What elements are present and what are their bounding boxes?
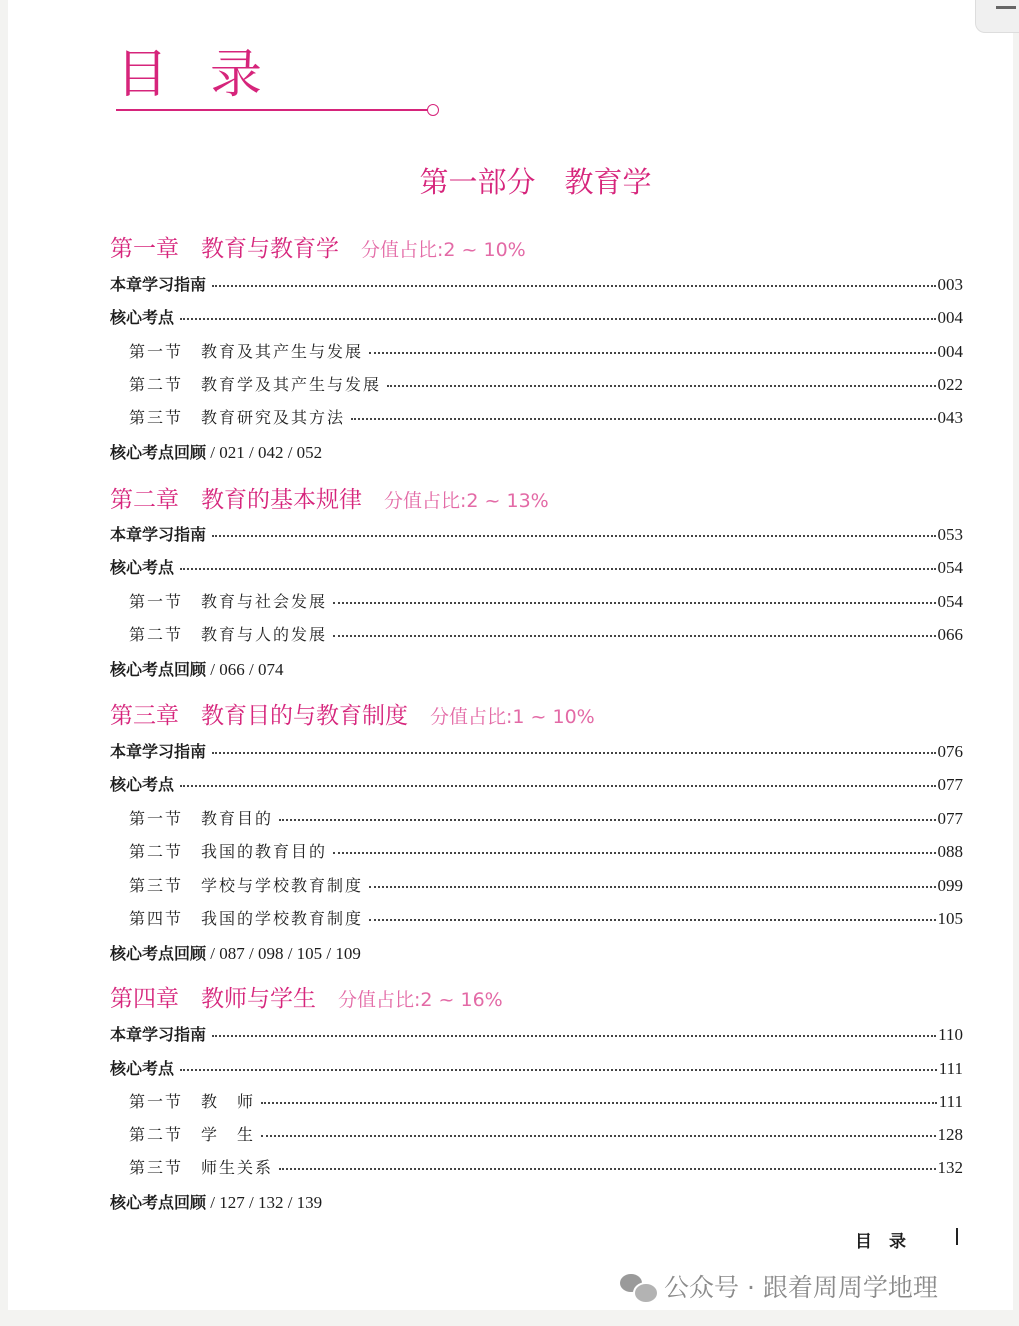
entry-page: 004 — [937, 308, 963, 327]
leader-dots — [369, 352, 935, 354]
page-corner-tab[interactable] — [975, 0, 1019, 33]
wechat-watermark — [620, 1268, 938, 1304]
menu-icon — [996, 6, 1016, 9]
entry-page: 054 — [937, 558, 963, 577]
toc-entry[interactable] — [110, 305, 963, 329]
review-label: 核心考点回顾 — [110, 944, 207, 963]
toc-section-entry[interactable] — [129, 405, 963, 429]
chapter-name: 教师与学生 — [201, 986, 316, 1012]
toc-section-entry[interactable] — [129, 372, 963, 396]
review-label: 核心考点回顾 — [110, 660, 207, 679]
leader-dots — [333, 852, 935, 854]
chapter-number: 第三章 — [110, 703, 179, 729]
chapter-score-ratio: 分值占比:2 ~ 16% — [338, 989, 503, 1011]
chapter-heading — [110, 980, 503, 1013]
leader-dots — [180, 785, 935, 787]
leader-dots — [369, 886, 935, 888]
entry-label: 第三节 学校与学校教育制度 — [129, 876, 364, 895]
entry-label: 核心考点 — [110, 1059, 175, 1078]
entry-label: 第一节 教 师 — [129, 1092, 256, 1111]
entry-page: 077 — [937, 775, 963, 794]
title-underline — [116, 109, 428, 111]
leader-dots — [369, 919, 935, 921]
entry-label: 本章学习指南 — [110, 742, 207, 761]
entry-label: 本章学习指南 — [110, 1025, 207, 1044]
leader-dots — [212, 752, 935, 754]
entry-page: 053 — [937, 525, 963, 544]
entry-page: 003 — [937, 275, 963, 294]
toc-entry[interactable] — [110, 272, 963, 296]
watermark-text: 公众号 · 跟着周周学地理 — [664, 1273, 938, 1302]
review-label: 核心考点回顾 — [110, 443, 207, 462]
entry-label: 本章学习指南 — [110, 525, 207, 544]
toc-section-entry[interactable] — [129, 906, 963, 930]
chapter-heading — [110, 481, 549, 514]
toc-entry[interactable] — [110, 1056, 963, 1080]
toc-section-entry[interactable] — [129, 1155, 963, 1179]
leader-dots — [180, 568, 935, 570]
entry-label: 核心考点 — [110, 775, 175, 794]
chapter-score-ratio: 分值占比:1 ~ 10% — [430, 706, 595, 728]
title-underline-end-circle — [427, 104, 439, 116]
entry-page: 111 — [938, 1059, 963, 1078]
wechat-icon — [620, 1274, 656, 1300]
entry-page: 128 — [937, 1125, 963, 1144]
toc-entry[interactable] — [110, 1022, 963, 1046]
entry-label: 第三节 教育研究及其方法 — [129, 408, 346, 427]
entry-page: 099 — [937, 876, 963, 895]
leader-dots — [279, 819, 935, 821]
toc-title: 目录 — [116, 45, 305, 105]
leader-dots — [279, 1168, 935, 1170]
chapter-number: 第一章 — [110, 236, 179, 262]
entry-page: 132 — [937, 1158, 963, 1177]
toc-section-entry[interactable] — [129, 589, 963, 613]
entry-page: 088 — [937, 842, 963, 861]
toc-section-entry[interactable] — [129, 339, 963, 363]
entry-page: 077 — [937, 809, 963, 828]
leader-dots — [212, 535, 935, 537]
entry-label: 本章学习指南 — [110, 275, 207, 294]
review-pages: / 066 / 074 — [206, 660, 284, 679]
review-pages: / 087 / 098 / 105 / 109 — [206, 944, 361, 963]
toc-entry[interactable] — [110, 555, 963, 579]
entry-label: 第一节 教育及其产生与发展 — [129, 342, 364, 361]
leader-dots — [212, 1035, 936, 1037]
entry-label: 核心考点 — [110, 558, 175, 577]
running-footer-label: 目 录 — [855, 1232, 906, 1252]
part-title: 第一部分 教育学 — [419, 165, 652, 199]
toc-section-entry[interactable] — [129, 1089, 963, 1113]
chapter-score-ratio: 分值占比:2 ~ 10% — [361, 239, 526, 261]
entry-page: 105 — [937, 909, 963, 928]
review-line — [110, 657, 283, 680]
entry-label: 第二节 教育学及其产生与发展 — [129, 375, 382, 394]
entry-page: 111 — [938, 1092, 963, 1111]
entry-page: 076 — [937, 742, 963, 761]
toc-entry[interactable] — [110, 522, 963, 546]
review-pages: / 021 / 042 / 052 — [206, 443, 323, 462]
entry-label: 第四节 我国的学校教育制度 — [129, 909, 364, 928]
chapter-name: 教育的基本规律 — [201, 487, 362, 513]
review-pages: / 127 / 132 / 139 — [206, 1193, 323, 1212]
entry-page: 110 — [938, 1025, 963, 1044]
toc-entry[interactable] — [110, 739, 963, 763]
leader-dots — [351, 418, 935, 420]
review-line — [110, 941, 361, 964]
leader-dots — [212, 285, 935, 287]
entry-label: 核心考点 — [110, 308, 175, 327]
review-line — [110, 1190, 322, 1213]
chapter-name: 教育与教育学 — [201, 236, 339, 262]
toc-section-entry[interactable] — [129, 873, 963, 897]
leader-dots — [180, 1069, 937, 1071]
chapter-heading — [110, 230, 526, 263]
footer-divider — [956, 1228, 958, 1245]
review-label: 核心考点回顾 — [110, 1193, 207, 1212]
entry-page: 004 — [937, 342, 963, 361]
entry-page: 066 — [937, 625, 963, 644]
entry-page: 043 — [937, 408, 963, 427]
leader-dots — [180, 318, 935, 320]
entry-label: 第三节 师生关系 — [129, 1158, 274, 1177]
toc-section-entry[interactable] — [129, 622, 963, 646]
leader-dots — [387, 385, 935, 387]
chapter-name: 教育目的与教育制度 — [201, 703, 408, 729]
review-line — [110, 440, 322, 463]
leader-dots — [261, 1135, 935, 1137]
leader-dots — [333, 635, 935, 637]
chapter-number: 第二章 — [110, 487, 179, 513]
chapter-score-ratio: 分值占比:2 ~ 13% — [384, 490, 549, 512]
toc-entry[interactable] — [110, 772, 963, 796]
entry-label: 第二节 我国的教育目的 — [129, 842, 328, 861]
toc-section-entry[interactable] — [129, 806, 963, 830]
entry-label: 第二节 教育与人的发展 — [129, 625, 328, 644]
entry-label: 第一节 教育目的 — [129, 809, 274, 828]
chapter-number: 第四章 — [110, 986, 179, 1012]
chapter-heading — [110, 697, 595, 730]
leader-dots — [261, 1102, 937, 1104]
toc-section-entry[interactable] — [129, 839, 963, 863]
toc-section-entry[interactable] — [129, 1122, 963, 1146]
leader-dots — [333, 602, 935, 604]
entry-page: 054 — [937, 592, 963, 611]
entry-label: 第二节 学 生 — [129, 1125, 256, 1144]
entry-page: 022 — [937, 375, 963, 394]
entry-label: 第一节 教育与社会发展 — [129, 592, 328, 611]
